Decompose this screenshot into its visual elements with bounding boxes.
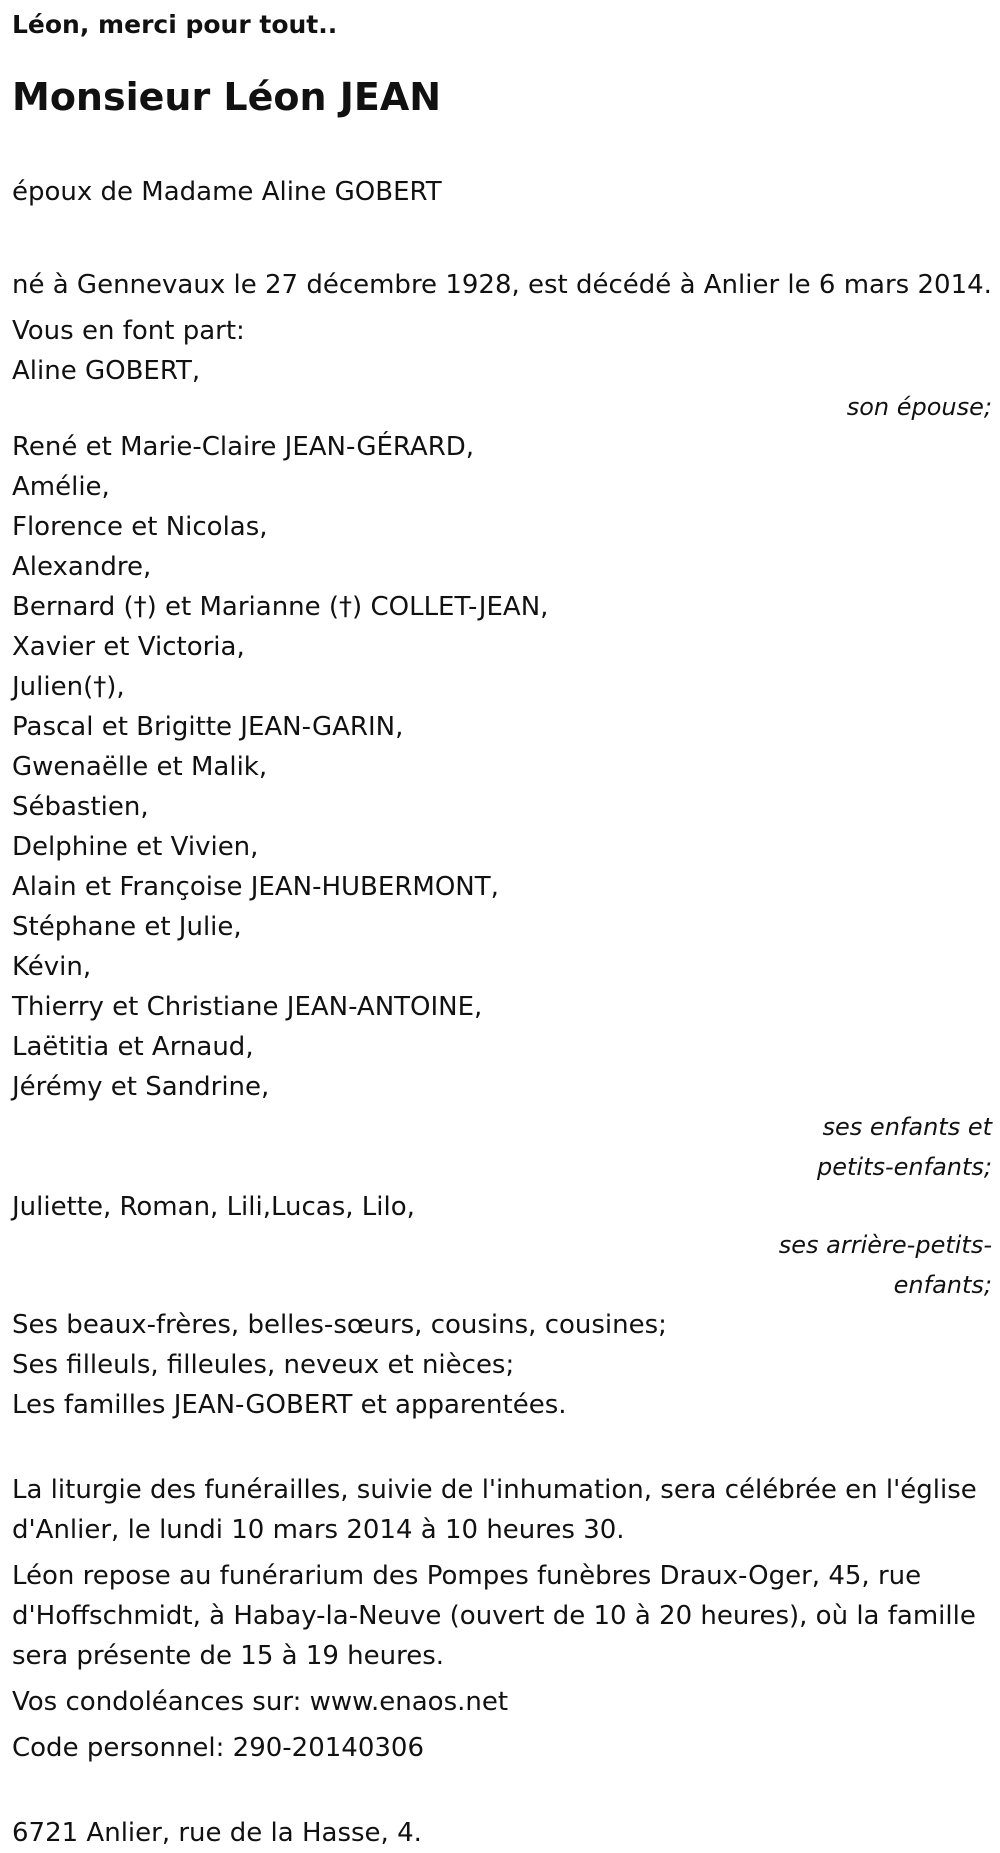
liturgy-paragraph: La liturgie des funérailles, suivie de l'inhumation, sera célébrée en l'église d'Anlier, le lundi 10 mars 2014 à 10 heures 30. bbox=[12, 1475, 977, 1545]
list-item: Les familles JEAN-GOBERT et apparentées. bbox=[12, 1390, 567, 1420]
list-item: Alexandre, bbox=[12, 552, 152, 582]
list-item: Delphine et Vivien, bbox=[12, 832, 259, 862]
page-title: Monsieur Léon JEAN bbox=[12, 75, 442, 119]
address-line: 6721 Anlier, rue de la Hasse, 4. bbox=[12, 1818, 422, 1848]
list-item: Julien(†), bbox=[12, 672, 125, 702]
condolences-line: Vos condoléances sur: www.enaos.net bbox=[12, 1687, 509, 1717]
funeral-home-paragraph: Léon repose au funérarium des Pompes funèbres Draux-Oger, 45, rue d'Hoffschmidt, à Habay-la-Neuve (ouvert de 10 à 20 heures), où la famille sera présente de 15 à 19 heures. bbox=[12, 1561, 976, 1671]
list-item: Amélie, bbox=[12, 472, 110, 502]
list-item: Stéphane et Julie, bbox=[12, 912, 242, 942]
children-role-line1: ses enfants et bbox=[822, 1113, 992, 1141]
great-role-line1: ses arrière-petits- bbox=[778, 1231, 992, 1259]
obituary-column bbox=[12, 0, 992, 1853]
spouse-name: Aline GOBERT, bbox=[12, 356, 201, 386]
relatives-list bbox=[12, 1305, 992, 1425]
spouse-role: son épouse; bbox=[846, 393, 992, 421]
list-item: Gwenaëlle et Malik, bbox=[12, 752, 268, 782]
list-item: René et Marie-Claire JEAN-GÉRARD, bbox=[12, 432, 475, 462]
children-role-line2: petits-enfants; bbox=[817, 1153, 992, 1181]
list-item: Pascal et Brigitte JEAN-GARIN, bbox=[12, 712, 404, 742]
list-item: Laëtitia et Arnaud, bbox=[12, 1032, 254, 1062]
list-item: Jérémy et Sandrine, bbox=[12, 1072, 270, 1102]
great-role-line2: enfants; bbox=[893, 1271, 992, 1299]
children-list bbox=[12, 427, 992, 1107]
list-item: Florence et Nicolas, bbox=[12, 512, 268, 542]
birth-line: né à Gennevaux le 27 décembre 1928, est décédé à Anlier le 6 mars 2014. bbox=[12, 270, 992, 300]
great-grandchildren: Juliette, Roman, Lili,Lucas, Lilo, bbox=[12, 1192, 415, 1222]
list-item: Bernard (†) et Marianne (†) COLLET-JEAN, bbox=[12, 592, 549, 622]
tagline: Léon, merci pour tout.. bbox=[12, 10, 338, 39]
personal-code: Code personnel: 290-20140306 bbox=[12, 1733, 425, 1763]
list-item: Kévin, bbox=[12, 952, 92, 982]
list-item: Thierry et Christiane JEAN-ANTOINE, bbox=[12, 992, 483, 1022]
spouse-line: époux de Madame Aline GOBERT bbox=[12, 177, 442, 207]
list-item: Ses filleuls, filleules, neveux et nièces; bbox=[12, 1350, 515, 1380]
list-item: Xavier et Victoria, bbox=[12, 632, 245, 662]
announce-intro: Vous en font part: bbox=[12, 316, 245, 346]
list-item: Sébastien, bbox=[12, 792, 149, 822]
list-item: Alain et Françoise JEAN-HUBERMONT, bbox=[12, 872, 499, 902]
announcement-block bbox=[12, 311, 992, 1425]
list-item: Ses beaux-frères, belles-sœurs, cousins, cousines; bbox=[12, 1310, 667, 1340]
